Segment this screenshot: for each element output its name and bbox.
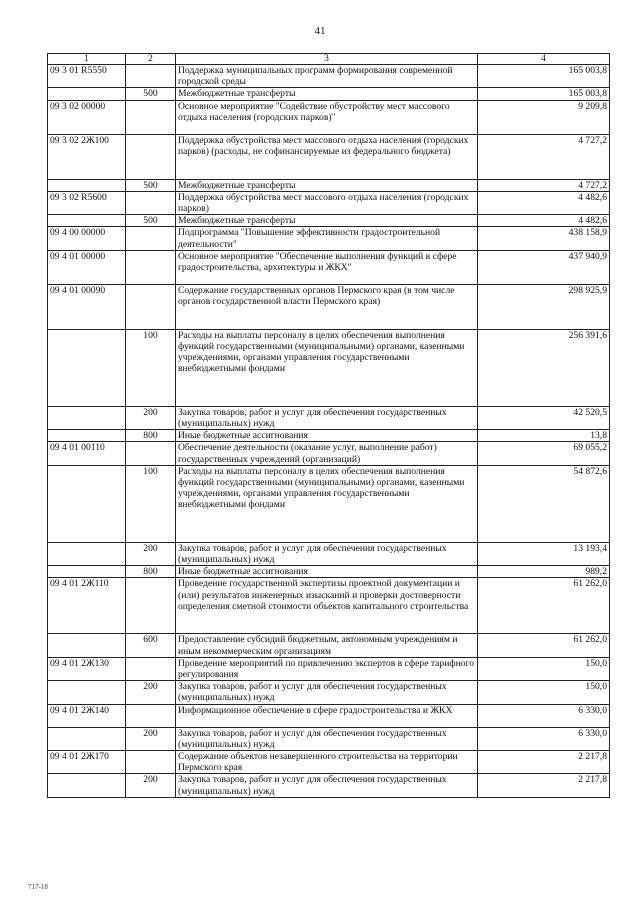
row-amount: 165 003,8 [478, 65, 610, 88]
row-name: Закупка товаров, работ и услуг для обеспечения государственных (муниципальных) нужд [176, 542, 478, 565]
row-amount: 42 520,5 [478, 406, 610, 429]
row-amount: 150,0 [478, 681, 610, 704]
row-name: Закупка товаров, работ и услуг для обеспечения государственных (муниципальных) нужд [176, 727, 478, 750]
table-row [48, 134, 610, 179]
row-expense-type [126, 100, 176, 134]
table-row [48, 227, 610, 250]
row-code: 09 4 01 00090 [48, 284, 126, 329]
table-row [48, 430, 610, 442]
row-code: 09 4 01 2Ж110 [48, 578, 126, 634]
row-amount: 69 055,2 [478, 442, 610, 465]
header-cell-3: 3 [176, 54, 478, 65]
row-expense-type: 500 [126, 179, 176, 191]
row-code: 09 4 01 00000 [48, 250, 126, 284]
table-row [48, 406, 610, 429]
table-row [48, 681, 610, 704]
row-amount: 6 330,0 [478, 704, 610, 727]
row-name: Подпрограмма "Повышение эффективности градостроительной деятельности" [176, 227, 478, 250]
row-name: Закупка товаров, работ и услуг для обеспечения государственных (муниципальных) нужд [176, 406, 478, 429]
row-amount: 989,2 [478, 566, 610, 578]
row-name: Основное мероприятие "Содействие обустройству мест массового отдыха населения (городских парков)" [176, 100, 478, 134]
row-name: Содержание объектов незавершенного строительства на территории Пермского края [176, 751, 478, 774]
row-expense-type [126, 191, 176, 214]
header-cell-2: 2 [126, 54, 176, 65]
row-name: Межбюджетные трансферты [176, 179, 478, 191]
row-amount: 4 482,6 [478, 215, 610, 227]
row-code [48, 88, 126, 100]
header-cell-1: 1 [48, 54, 126, 65]
row-amount: 6 330,0 [478, 727, 610, 750]
header-cell-4: 4 [478, 54, 610, 65]
table-row [48, 578, 610, 634]
row-code: 09 3 01 R5550 [48, 65, 126, 88]
row-expense-type: 200 [126, 681, 176, 704]
table-row [48, 542, 610, 565]
table-row [48, 751, 610, 774]
budget-table [47, 53, 610, 798]
row-expense-type: 600 [126, 634, 176, 657]
row-amount: 2 217,8 [478, 751, 610, 774]
row-code [48, 727, 126, 750]
table-row [48, 566, 610, 578]
row-code [48, 774, 126, 797]
row-expense-type: 800 [126, 430, 176, 442]
row-code [48, 465, 126, 542]
table-row [48, 88, 610, 100]
table-row [48, 465, 610, 542]
row-amount: 165 003,8 [478, 88, 610, 100]
row-expense-type: 200 [126, 727, 176, 750]
row-amount: 2 217,8 [478, 774, 610, 797]
row-code: 09 4 01 2Ж170 [48, 751, 126, 774]
row-name: Межбюджетные трансферты [176, 88, 478, 100]
row-expense-type [126, 250, 176, 284]
table-row [48, 634, 610, 657]
row-name: Закупка товаров, работ и услуг для обеспечения государственных (муниципальных) нужд [176, 774, 478, 797]
table-body [48, 54, 610, 798]
table-row [48, 704, 610, 727]
row-expense-type [126, 442, 176, 465]
table-row [48, 657, 610, 680]
row-name: Обеспечение деятельности (оказание услуг, выполнение работ) государственных учреждений (организаций) [176, 442, 478, 465]
row-amount: 4 727,2 [478, 134, 610, 179]
row-amount: 438 158,9 [478, 227, 610, 250]
row-expense-type: 200 [126, 774, 176, 797]
table-row [48, 250, 610, 284]
footer-code: 717-18 [28, 883, 48, 891]
row-name: Иные бюджетные ассигнования [176, 430, 478, 442]
row-amount: 9 209,8 [478, 100, 610, 134]
row-expense-type: 200 [126, 542, 176, 565]
table-row [48, 284, 610, 329]
row-expense-type [126, 578, 176, 634]
row-expense-type: 200 [126, 406, 176, 429]
table-row [48, 774, 610, 797]
row-amount: 61 262,0 [478, 634, 610, 657]
table-row [48, 727, 610, 750]
row-code: 09 4 01 2Ж140 [48, 704, 126, 727]
row-expense-type: 500 [126, 215, 176, 227]
row-amount: 256 391,6 [478, 329, 610, 406]
row-expense-type [126, 284, 176, 329]
row-expense-type: 500 [126, 88, 176, 100]
row-code [48, 215, 126, 227]
row-amount: 13,8 [478, 430, 610, 442]
row-expense-type: 100 [126, 329, 176, 406]
row-name: Проведение государственной экспертизы проектной документации и (или) результатов инженерных изысканий и проверки достоверности определения сметной стоимости объектов капитального строительства [176, 578, 478, 634]
row-expense-type: 100 [126, 465, 176, 542]
row-amount: 298 925,9 [478, 284, 610, 329]
row-code [48, 634, 126, 657]
table-row [48, 329, 610, 406]
row-name: Межбюджетные трансферты [176, 215, 478, 227]
row-name: Поддержка обустройства мест массового отдыха населения (городских парков) (расходы, не софинансируемые из федерального бюджета) [176, 134, 478, 179]
row-name: Закупка товаров, работ и услуг для обеспечения государственных (муниципальных) нужд [176, 681, 478, 704]
row-code: 09 4 01 00110 [48, 442, 126, 465]
table-row [48, 442, 610, 465]
row-code [48, 542, 126, 565]
row-expense-type: 800 [126, 566, 176, 578]
row-amount: 4 482,6 [478, 191, 610, 214]
row-expense-type [126, 751, 176, 774]
row-name: Поддержка обустройства мест массового отдыха населения (городских парков) [176, 191, 478, 214]
row-name: Предоставление субсидий бюджетным, автономным учреждениям и иным некоммерческим организациям [176, 634, 478, 657]
row-amount: 4 727,2 [478, 179, 610, 191]
row-name: Содержание государственных органов Пермского края (в том числе органов государственной власти Пермского края) [176, 284, 478, 329]
row-code: 09 3 02 00000 [48, 100, 126, 134]
row-code [48, 430, 126, 442]
row-code [48, 329, 126, 406]
row-code [48, 406, 126, 429]
row-code [48, 179, 126, 191]
row-amount: 437 940,9 [478, 250, 610, 284]
row-name: Проведение мероприятий по привлечению экспертов в сфере тарифного регулирования [176, 657, 478, 680]
row-name: Расходы на выплаты персоналу в целях обеспечения выполнения функций государственными (муниципальными) органами, казенными учреждениями, органами управления государственными внебюджетными фондами [176, 465, 478, 542]
row-expense-type [126, 704, 176, 727]
row-expense-type [126, 227, 176, 250]
row-code: 09 3 02 R5600 [48, 191, 126, 214]
table-header-row [48, 54, 610, 65]
row-expense-type [126, 65, 176, 88]
row-amount: 54 872,6 [478, 465, 610, 542]
row-expense-type [126, 134, 176, 179]
row-name: Расходы на выплаты персоналу в целях обеспечения выполнения функций государственными (муниципальными) органами, казенными учреждениями, органами управления государственными внебюджетными фондами [176, 329, 478, 406]
table-row [48, 65, 610, 88]
row-code [48, 681, 126, 704]
row-code [48, 566, 126, 578]
table-row [48, 179, 610, 191]
row-name: Поддержка муниципальных программ формирования современной городской среды [176, 65, 478, 88]
table-row [48, 100, 610, 134]
row-amount: 61 262,0 [478, 578, 610, 634]
row-code: 09 4 01 2Ж130 [48, 657, 126, 680]
row-code: 09 4 00 00000 [48, 227, 126, 250]
row-name: Иные бюджетные ассигнования [176, 566, 478, 578]
table-row [48, 191, 610, 214]
row-expense-type [126, 657, 176, 680]
row-name: Информационное обеспечение в сфере градостроительства и ЖКХ [176, 704, 478, 727]
table-row [48, 215, 610, 227]
row-amount: 150,0 [478, 657, 610, 680]
row-amount: 13 193,4 [478, 542, 610, 565]
row-code: 09 3 02 2Ж100 [48, 134, 126, 179]
page-number: 41 [314, 25, 326, 37]
row-name: Основное мероприятие "Обеспечение выполнения функций в сфере градостроительства, архитектуры и ЖКХ" [176, 250, 478, 284]
